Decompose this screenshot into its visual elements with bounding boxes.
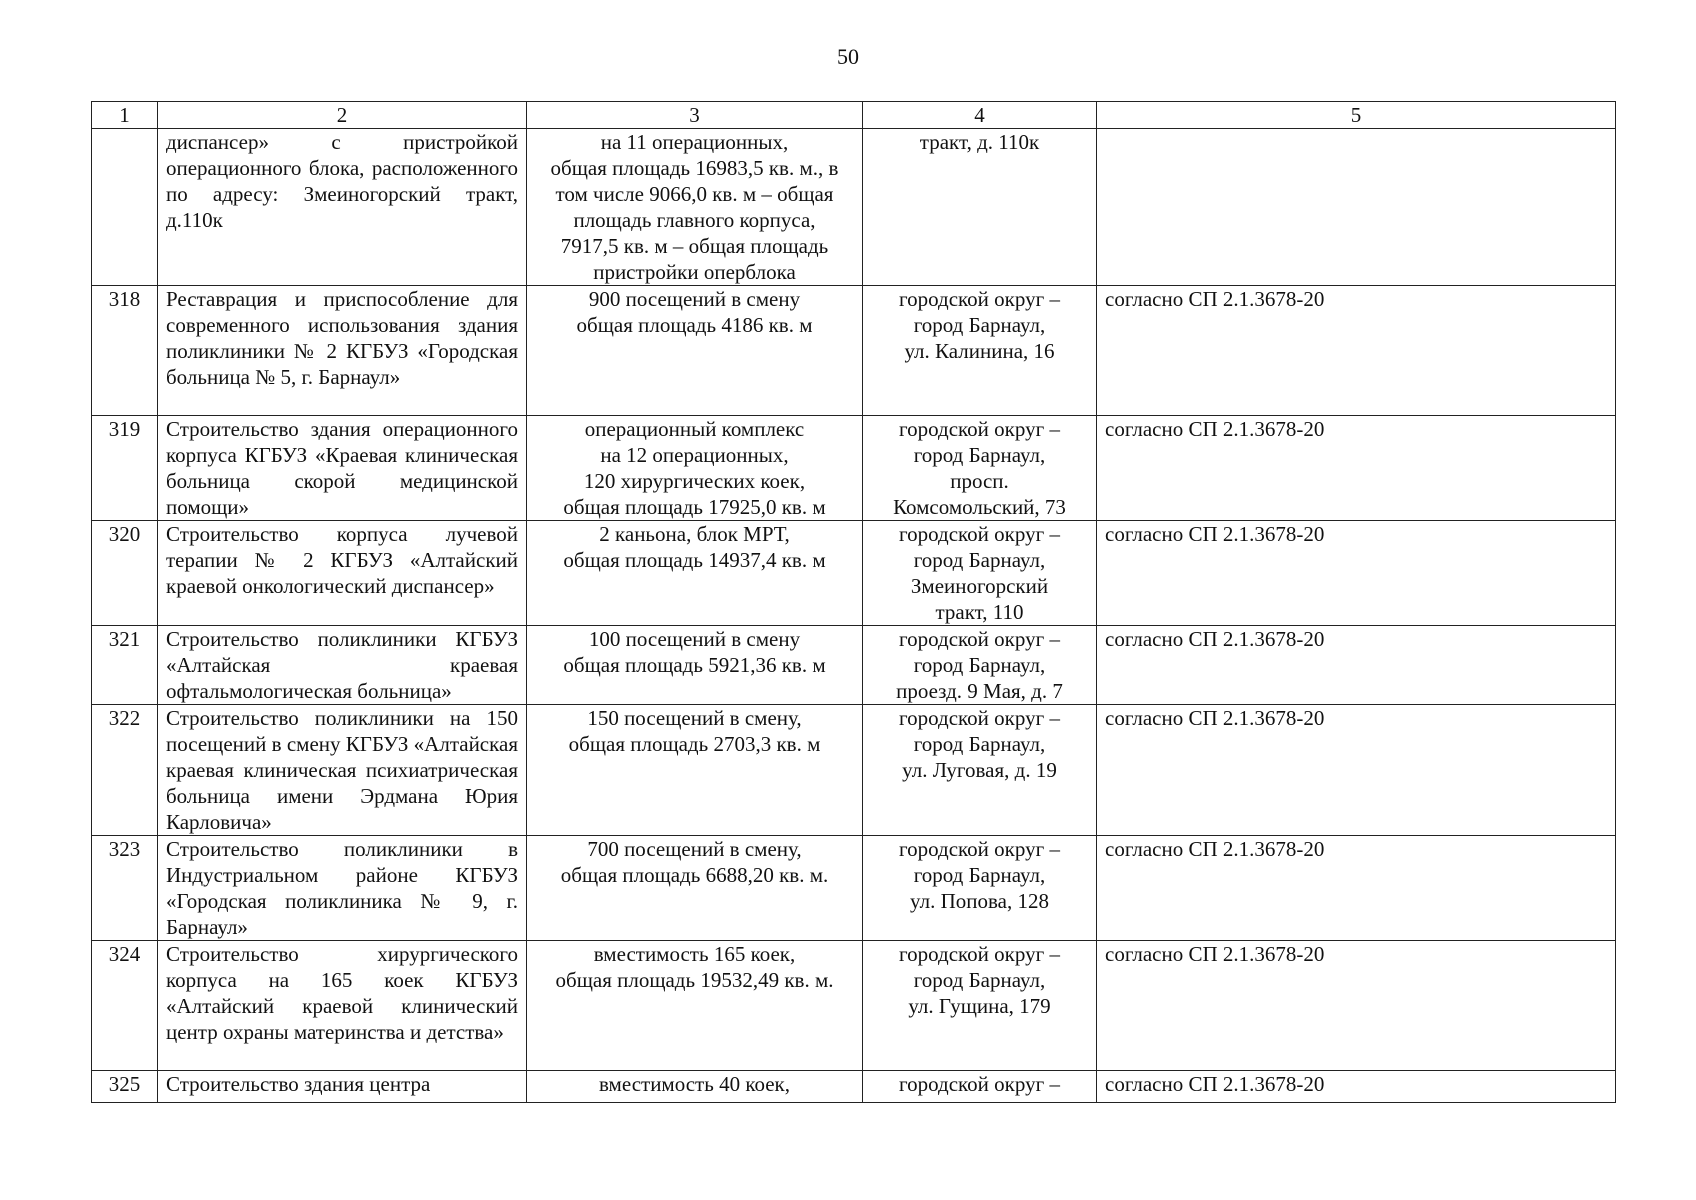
- location-line: ул. Калинина, 16: [904, 339, 1055, 363]
- location-cell: [863, 521, 1097, 626]
- capacity-line: вместимость 165 коек,: [593, 942, 796, 966]
- page-number: 50: [837, 44, 859, 69]
- data-table: [91, 101, 1616, 1103]
- table-row: [92, 626, 1616, 705]
- capacity-line: общая площадь 4186 кв. м: [576, 313, 813, 337]
- capacity-cell: [527, 129, 863, 286]
- location-line: город Барнаул,: [913, 653, 1046, 677]
- capacity-cell: [527, 521, 863, 626]
- capacity-line: общая площадь 14937,4 кв. м: [563, 548, 826, 572]
- capacity-line: на 12 операционных,: [600, 443, 789, 467]
- sanitary-zone-cell: согласно СП 2.1.3678-20: [1097, 941, 1616, 1071]
- table-row: [92, 705, 1616, 836]
- location-line: город Барнаул,: [913, 548, 1046, 572]
- location-line: городской округ –: [899, 942, 1060, 966]
- object-name-cell: Строительство поликлиники на 150 посещений в смену КГБУЗ «Алтайская краевая клиническая психиатрическая больница имени Эрдмана Юрия Карловича»: [158, 705, 527, 836]
- sanitary-zone-cell: согласно СП 2.1.3678-20: [1097, 836, 1616, 941]
- location-cell: [863, 941, 1097, 1071]
- location-line: городской округ –: [899, 627, 1060, 651]
- column-header-4: 4: [863, 102, 1097, 129]
- capacity-line: общая площадь 2703,3 кв. м: [568, 732, 821, 756]
- object-name-cell: Строительство здания операционного корпуса КГБУЗ «Краевая клиническая больница скорой медицинской помощи»: [158, 416, 527, 521]
- location-line: городской округ –: [899, 417, 1060, 441]
- location-line: тракт, 110: [935, 600, 1024, 624]
- row-number-cell: 323: [92, 836, 158, 941]
- row-number-cell: 319: [92, 416, 158, 521]
- location-line: город Барнаул,: [913, 443, 1046, 467]
- location-line: просп.: [950, 469, 1009, 493]
- location-cell: [863, 416, 1097, 521]
- capacity-line: площадь главного корпуса,: [573, 208, 816, 232]
- table-row: [92, 836, 1616, 941]
- location-line: ул. Луговая, д. 19: [902, 758, 1057, 782]
- sanitary-zone-cell: согласно СП 2.1.3678-20: [1097, 286, 1616, 416]
- sanitary-zone-cell: согласно СП 2.1.3678-20: [1097, 1071, 1616, 1103]
- row-number-cell: 322: [92, 705, 158, 836]
- column-header-3: 3: [527, 102, 863, 129]
- row-number-cell: 324: [92, 941, 158, 1071]
- capacity-cell: [527, 705, 863, 836]
- capacity-line: том числе 9066,0 кв. м – общая: [555, 182, 834, 206]
- table-row: [92, 286, 1616, 416]
- sanitary-zone-cell: согласно СП 2.1.3678-20: [1097, 626, 1616, 705]
- location-cell: [863, 836, 1097, 941]
- location-line: город Барнаул,: [913, 313, 1046, 337]
- capacity-line: 150 посещений в смену,: [587, 706, 802, 730]
- table-body: [92, 129, 1616, 1103]
- location-line: проезд. 9 Мая, д. 7: [896, 679, 1063, 703]
- column-header-5: 5: [1097, 102, 1616, 129]
- capacity-line: 100 посещений в смену: [588, 627, 801, 651]
- table-row: [92, 129, 1616, 286]
- sanitary-zone-cell: согласно СП 2.1.3678-20: [1097, 705, 1616, 836]
- location-line: Комсомольский, 73: [893, 495, 1066, 519]
- object-name-cell: Строительство корпуса лучевой терапии № 2 КГБУЗ «Алтайский краевой онкологический диспансер»: [158, 521, 527, 626]
- sanitary-zone-cell: согласно СП 2.1.3678-20: [1097, 521, 1616, 626]
- location-line: город Барнаул,: [913, 968, 1046, 992]
- object-name-cell: Строительство поликлиники в Индустриальном районе КГБУЗ «Городская поликлиника № 9, г. Барнаул»: [158, 836, 527, 941]
- table-row: [92, 1071, 1616, 1103]
- object-name-cell: Реставрация и приспособление для современного использования здания поликлиники № 2 КГБУЗ «Городская больница № 5, г. Барнаул»: [158, 286, 527, 416]
- capacity-line: операционный комплекс: [584, 417, 805, 441]
- location-line: городской округ –: [899, 706, 1060, 730]
- row-number-cell: 325: [92, 1071, 158, 1103]
- capacity-line: общая площадь 17925,0 кв. м: [563, 495, 826, 519]
- location-line: городской округ –: [899, 837, 1060, 861]
- sanitary-zone-cell: согласно СП 2.1.3678-20: [1097, 416, 1616, 521]
- capacity-line: 120 хирургических коек,: [583, 469, 806, 493]
- capacity-line: 700 посещений в смену,: [587, 837, 802, 861]
- capacity-line: общая площадь 16983,5 кв. м., в: [550, 156, 839, 180]
- capacity-cell: [527, 941, 863, 1071]
- table-row: [92, 941, 1616, 1071]
- row-number-cell: 321: [92, 626, 158, 705]
- location-line: ул. Попова, 128: [910, 889, 1049, 913]
- object-name-cell: Строительство хирургического корпуса на 165 коек КГБУЗ «Алтайский краевой клинический центр охраны материнства и детства»: [158, 941, 527, 1071]
- location-cell: [863, 129, 1097, 286]
- location-cell: [863, 286, 1097, 416]
- location-line: городской округ –: [899, 522, 1060, 546]
- location-cell: [863, 1071, 1097, 1103]
- location-line: городской округ –: [899, 287, 1060, 311]
- capacity-line: 900 посещений в смену: [588, 287, 801, 311]
- sanitary-zone-cell: [1097, 129, 1616, 286]
- location-cell: [863, 705, 1097, 836]
- capacity-cell: [527, 836, 863, 941]
- capacity-cell: [527, 1071, 863, 1103]
- location-cell: [863, 626, 1097, 705]
- table-row: [92, 416, 1616, 521]
- capacity-line: пристройки оперблока: [593, 260, 796, 284]
- location-line: городской округ –: [899, 1072, 1060, 1096]
- object-name-cell: диспансер» с пристройкой операционного блока, расположенного по адресу: Змеиногорский тракт, д.110к: [158, 129, 527, 286]
- header-row: [92, 102, 1616, 129]
- location-line: город Барнаул,: [913, 863, 1046, 887]
- object-name-cell: Строительство поликлиники КГБУЗ «Алтайская краевая офтальмологическая больница»: [158, 626, 527, 705]
- table-row: [92, 521, 1616, 626]
- capacity-line: общая площадь 19532,49 кв. м.: [555, 968, 834, 992]
- row-number-cell: 320: [92, 521, 158, 626]
- capacity-line: 7917,5 кв. м – общая площадь: [560, 234, 829, 258]
- capacity-cell: [527, 626, 863, 705]
- capacity-line: общая площадь 6688,20 кв. м.: [560, 863, 829, 887]
- capacity-line: общая площадь 5921,36 кв. м: [563, 653, 826, 677]
- row-number-cell: [92, 129, 158, 286]
- object-name-cell: Строительство здания центра: [158, 1071, 527, 1103]
- location-line: город Барнаул,: [913, 732, 1046, 756]
- capacity-cell: [527, 286, 863, 416]
- row-number-cell: 318: [92, 286, 158, 416]
- column-header-1: 1: [92, 102, 158, 129]
- column-header-2: 2: [158, 102, 527, 129]
- location-line: тракт, д. 110к: [919, 130, 1040, 154]
- capacity-line: на 11 операционных,: [600, 130, 789, 154]
- location-line: Змеиногорский: [910, 574, 1049, 598]
- capacity-line: 2 каньона, блок МРТ,: [599, 522, 790, 546]
- location-line: ул. Гущина, 179: [908, 994, 1051, 1018]
- capacity-line: вместимость 40 коек,: [599, 1072, 790, 1096]
- capacity-cell: [527, 416, 863, 521]
